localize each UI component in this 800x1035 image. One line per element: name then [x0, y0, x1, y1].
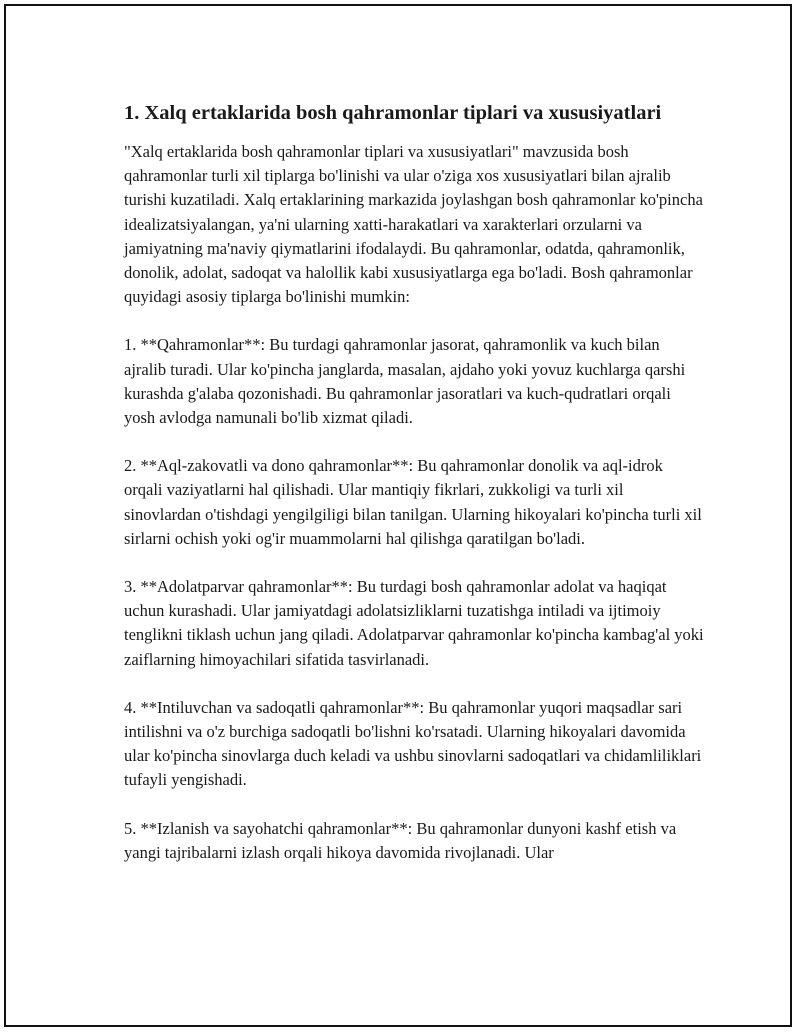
- list-item-wise-heroes: 2. **Aql-zakovatli va dono qahramonlar**: Bu qahramonlar donolik va aql-idrok orqali vaziyatlarni hal qilishadi. Ular mantiqiy fikrlari, zukkoligi va turli xil sinovlardan o'tishdagi yengilgiligi bilan tanilgan. Ularning hikoyalari ko'pincha turli xil sirlarni ochish yoki og'ir muammolarni hal qilishga qaratilgan bo'ladi.: [124, 456, 702, 548]
- list-item-heroes: 1. **Qahramonlar**: Bu turdagi qahramonlar jasorat, qahramonlik va kuch bilan ajralib turadi. Ular ko'pincha janglarda, masalan, ajdaho yoki yovuz kuchlarga qarshi kurashda g'alaba qozonishadi. Bu qahramonlar jasoratlari va kuch-qudratlari orqali yosh avlodga namunali bo'lib xizmat qiladi.: [124, 335, 686, 428]
- list-item-justice-heroes: 3. **Adolatparvar qahramonlar**: Bu turdagi bosh qahramonlar adolat va haqiqat uchun kurashadi. Ular jamiyatdagi adolatsizliklarni tuzatishga intiladi va ijtimoiy tenglikni tiklash uchun jang qiladi. Adolatparvar qahramonlar ko'pincha kambag'al yoki zaiflarning himoyachilari sifatida tasvirlanadi.: [124, 577, 704, 669]
- list-item-devoted-heroes: 4. **Intiluvchan va sadoqatli qahramonlar**: Bu qahramonlar yuqori maqsadlar sari intilishni va o'z burchiga sadoqatli bo'lishni ko'rsatadi. Ularning hikoyalari davomida ular ko'pincha sinovlarga duch keladi va ushbu sinovlarni sadoqatlari va chidamliliklari tufayli yengishadi.: [124, 697, 702, 790]
- section-title: 1. Xalq ertaklarida bosh qahramonlar tiplari va xususiyatlari: [124, 102, 662, 124]
- intro-paragraph: "Xalq ertaklarida bosh qahramonlar tiplari va xususiyatlari" mavzusida bosh qahramonlar turli xil tiplarga bo'linishi va ular o'ziga xos xususiyatlari bilan ajralib turishi kuzatiladi. Xalq ertaklarining markazida joylashgan bosh qahramonlar ko'pincha idealizatsiyalangan, ya'ni ularning xatti-harakatlari va xarakterlari orzularni va jamiyatning ma'naviy qiymatlarini ifodalaydi. Bu qahramonlar, odatda, qahramonlik, donolik, adolat, sadoqat va halollik kabi xususiyatlarga ega bo'ladi. Bosh qahramonlar quyidagi asosiy tiplarga bo'linishi mumkin:: [124, 142, 703, 307]
- document-page: [4, 4, 792, 1027]
- document-body: [124, 100, 704, 889]
- list-item-traveler-heroes: 5. **Izlanish va sayohatchi qahramonlar**: Bu qahramonlar dunyoni kashf etish va yangi tajribalarni izlash orqali hikoya davomida rivojlanadi. Ular: [124, 818, 677, 862]
